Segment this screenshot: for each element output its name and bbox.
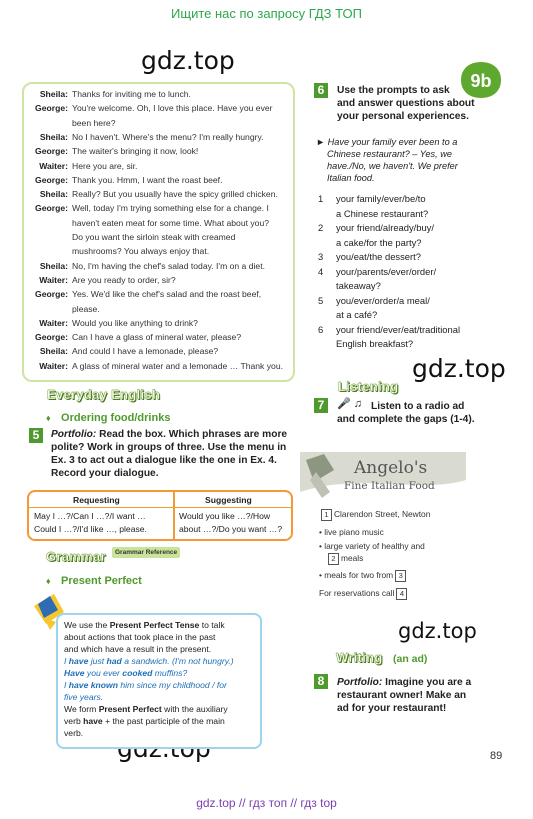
grammar-box (56, 613, 262, 749)
dialogue-text: please. (72, 303, 100, 314)
speaker-name: Waiter: (39, 160, 68, 171)
exercise-8-number: 8 (314, 674, 328, 689)
ex8-line: ad for your restaurant! (337, 703, 447, 714)
dialogue-line (28, 161, 292, 172)
ordering-subheading: ♦ Ordering food/drinks (46, 412, 171, 424)
example-line: Chinese restaurant? – Yes, we (327, 149, 452, 159)
grammar-example: I have known him since my childhood / for (64, 680, 227, 690)
prompt-text: your friend/already/buy/ (336, 222, 434, 233)
ex5-line: Ex. 3 to act out a dialogue like the one in Ex. 4. (51, 455, 277, 466)
grammar-line: verb. (64, 728, 84, 738)
watermark: gdz.top (398, 619, 477, 643)
watermark: gdz.top (412, 354, 506, 383)
audio-icon[interactable]: 🎤 ♫ (337, 398, 363, 410)
gap-box: 3 (395, 570, 406, 582)
restaurant-subtitle: Fine Italian Food (344, 480, 435, 492)
prompt-line (318, 222, 434, 234)
grammar-line: We form Present Perfect with the auxiliary (64, 704, 228, 714)
grammar-title: Grammar (46, 549, 106, 564)
bullet-item: • large variety of healthy and (319, 541, 425, 551)
prompt-text: you/eat/the dessert? (336, 251, 421, 262)
dialogue-line (28, 232, 292, 243)
prompt-text: a cake/for the party? (336, 236, 422, 248)
dialogue-line (28, 246, 292, 257)
prompt-number: 2 (318, 222, 324, 233)
speaker-name (28, 118, 72, 129)
speaker-name: George: (35, 146, 68, 157)
prompt-text: a Chinese restaurant? (336, 207, 429, 219)
bullet-item: 2 meals (326, 553, 363, 565)
dialogue-text: Can I have a glass of mineral water, please? (72, 332, 242, 343)
grammar-example: five years. (64, 692, 104, 702)
dialogue-text: Are you ready to order, sir? (72, 274, 176, 285)
speaker-name: Waiter: (39, 274, 68, 285)
speaker-name (28, 246, 72, 257)
exercise-7-text (371, 400, 511, 413)
prompt-text: at a café? (336, 309, 378, 320)
dialogue-text: Well, today I'm trying something else for a change. I (72, 203, 269, 214)
dialogue-text: Do you want the sirloin steak with creamed (72, 232, 236, 242)
prompt-text: your family/ever/be/to (336, 193, 426, 204)
writing-title: Writing (336, 650, 383, 665)
dialogue-line (28, 361, 292, 372)
diamond-icon: ♦ (46, 576, 51, 586)
restaurant-name: Angelo's (354, 458, 428, 478)
exercise-6-number: 6 (314, 83, 328, 98)
phrases-table (27, 490, 293, 541)
ex6-line: and answer questions about (337, 98, 475, 109)
grammar-example: I have just had a sandwich. (I'm not hungry.) (64, 656, 234, 666)
dialogue-text: Would you like anything to drink? (72, 317, 198, 328)
prompt-text: takeaway? (336, 280, 381, 291)
prompt-line (318, 295, 430, 307)
speaker-name: Sheila: (39, 89, 68, 99)
ex8-line: restaurant owner! Make an (337, 690, 467, 701)
ex6-line: your personal experiences. (337, 111, 469, 122)
ex5-line: Portfolio: Read the box. Which phrases are more (51, 429, 288, 440)
exercise-5-text (51, 428, 291, 480)
ex7-line: and complete the gaps (1-4). (337, 414, 475, 425)
gap-box: 4 (396, 588, 407, 600)
suggesting-header: Suggesting (205, 495, 252, 505)
speaker-name: George: (35, 289, 68, 300)
prompt-line (318, 208, 428, 220)
dialogue-text: Yes. We'd like the chef's salad and the roast beef, (72, 289, 262, 300)
dialogue-text: A glass of mineral water and a lemonade … Thank you. (72, 360, 283, 371)
prompt-number: 1 (318, 193, 324, 204)
bullet-item: • meals for two from 3 (319, 570, 408, 582)
requesting-header: Requesting (73, 495, 120, 505)
top-banner[interactable]: Ищите нас по запросу ГДЗ ТОП (171, 6, 362, 21)
ex5-line: Record your dialogue. (51, 468, 159, 479)
reservations-line: For reservations call 4 (319, 588, 409, 600)
dialogue-text: mushrooms? You always enjoy that. (72, 246, 210, 257)
table-cell: May I …?/Can I …?/I want … (34, 511, 146, 521)
example-line: Italian food. (327, 173, 375, 183)
prompt-text: your/parents/ever/order/ (336, 265, 437, 277)
grammar-line: verb have + the past participle of the main (64, 716, 225, 726)
dialogue-text: Really? But you usually have the spicy grilled chicken. (72, 189, 278, 200)
dialogue-line (28, 318, 292, 329)
ex6-example (316, 136, 496, 184)
footer-links[interactable]: gdz.top // гдз топ // гдз top (196, 796, 337, 810)
speaker-name: George: (35, 103, 68, 114)
prompt-line (318, 193, 426, 205)
example-line: ► Have your family ever been to a (316, 137, 458, 147)
table-cell: Would you like …?/How (179, 511, 271, 521)
prompt-line (318, 237, 421, 249)
dialogue-text: Thank you. Hmm, I want the roast beef. (72, 174, 223, 185)
gap-box: 1 (321, 509, 332, 521)
grammar-line: We use the Present Perfect Tense to talk (64, 620, 225, 630)
prompt-number: 6 (318, 323, 324, 335)
table-cell: about …?/Do you want …? (179, 524, 283, 534)
speaker-name: Sheila: (39, 131, 68, 142)
grammar-line: and which have a result in the present. (64, 644, 212, 654)
page-number: 89 (490, 750, 503, 762)
speaker-name: George: (35, 203, 68, 214)
dialogue-text: been here? (72, 117, 116, 128)
ex5-line: polite? Work in groups of three. Use the menu in (51, 442, 287, 453)
speaker-name (28, 304, 72, 315)
prompt-text: you/ever/order/a meal/ (336, 294, 430, 306)
dialogue-line (28, 304, 292, 315)
ex6-line: Use the prompts to ask (337, 85, 450, 96)
dialogue-text: haven't eaten meat for some time. What about you? (72, 217, 270, 228)
table-cell: Could I …?/I'd like …, please. (34, 524, 147, 534)
prompt-text: English breakfast? (336, 338, 414, 349)
grammar-reference-tag[interactable]: Grammar Reference (112, 547, 180, 558)
exercise-7-text (337, 413, 497, 426)
dialogue-line (28, 289, 292, 300)
ex8-line: Portfolio: Imagine you are a (337, 677, 472, 688)
bullet-item: • live piano music (319, 527, 384, 537)
speaker-name: Waiter: (39, 360, 68, 371)
dialogue-line (28, 103, 292, 114)
speaker-name: George: (35, 332, 68, 343)
exercise-6-text (337, 84, 487, 123)
prompt-number: 3 (318, 251, 324, 262)
prompt-line (318, 266, 436, 278)
exercise-5-number: 5 (29, 428, 43, 443)
dialogue-box (22, 82, 295, 382)
watermark: gdz.top (141, 46, 235, 75)
prompt-line (318, 309, 377, 321)
grammar-example: Have you ever cooked muffins? (64, 668, 188, 678)
restaurant-ad (300, 452, 466, 608)
speaker-name: Sheila: (39, 346, 68, 357)
badge-label: 9b (470, 71, 492, 91)
speaker-name: George: (35, 174, 68, 185)
dialogue-text: The waiter's bringing it now, look! (72, 146, 199, 157)
gap-box: 2 (328, 553, 339, 565)
dialogue-line (28, 118, 292, 129)
prompt-text: your friend/ever/eat/traditional (336, 323, 461, 335)
dialogue-line (28, 275, 292, 286)
exercise-7-number: 7 (314, 398, 328, 413)
restaurant-address: 1 Clarendon Street, Newton (319, 509, 430, 521)
dialogue-text: Here you are, sir. (72, 160, 138, 171)
dialogue-text: And could I have a lemonade, please? (72, 346, 219, 357)
ex7-line: Listen to a radio ad (371, 401, 465, 412)
dialogue-text: No, I'm having the chef's salad today. I'm on a diet. (72, 260, 265, 271)
prompt-number: 4 (318, 265, 324, 277)
dialogue-line (28, 203, 292, 214)
dialogue-line (28, 346, 292, 357)
example-line: have./No, we haven't. We prefer (327, 161, 458, 171)
dialogue-line (28, 189, 292, 200)
dialogue-text: You're welcome. Oh, I love this place. Have you ever (72, 103, 273, 114)
speaker-name (28, 218, 72, 229)
grammar-line: about actions that took place in the past (64, 632, 216, 642)
prompt-line (318, 324, 460, 336)
prompt-number: 5 (318, 294, 324, 306)
speaker-name: Sheila: (39, 260, 68, 271)
everyday-english-title: Everyday English (47, 387, 161, 402)
diamond-icon: ♦ (46, 413, 51, 423)
dialogue-text: No I haven't. Where's the menu? I'm really hungry. (72, 131, 264, 142)
dialogue-line (28, 218, 292, 229)
writing-note: (an ad) (393, 653, 428, 665)
present-perfect-subheading: ♦ Present Perfect (46, 575, 142, 587)
dialogue-line (28, 175, 292, 186)
prompt-line (318, 251, 421, 263)
prompt-line (318, 280, 381, 292)
dialogue-line (28, 146, 292, 157)
dialogue-line (28, 132, 292, 143)
exercise-8-text (337, 676, 497, 715)
speaker-name: Waiter: (39, 317, 68, 328)
dialogue-line (28, 332, 292, 343)
dialogue-line (28, 261, 292, 272)
prompt-line (318, 338, 413, 350)
dialogue-line (28, 89, 292, 100)
listening-title: Listening (338, 379, 399, 394)
speaker-name: Sheila: (39, 189, 68, 200)
speaker-name (28, 232, 72, 243)
dialogue-text: Thanks for inviting me to lunch. (72, 89, 191, 99)
